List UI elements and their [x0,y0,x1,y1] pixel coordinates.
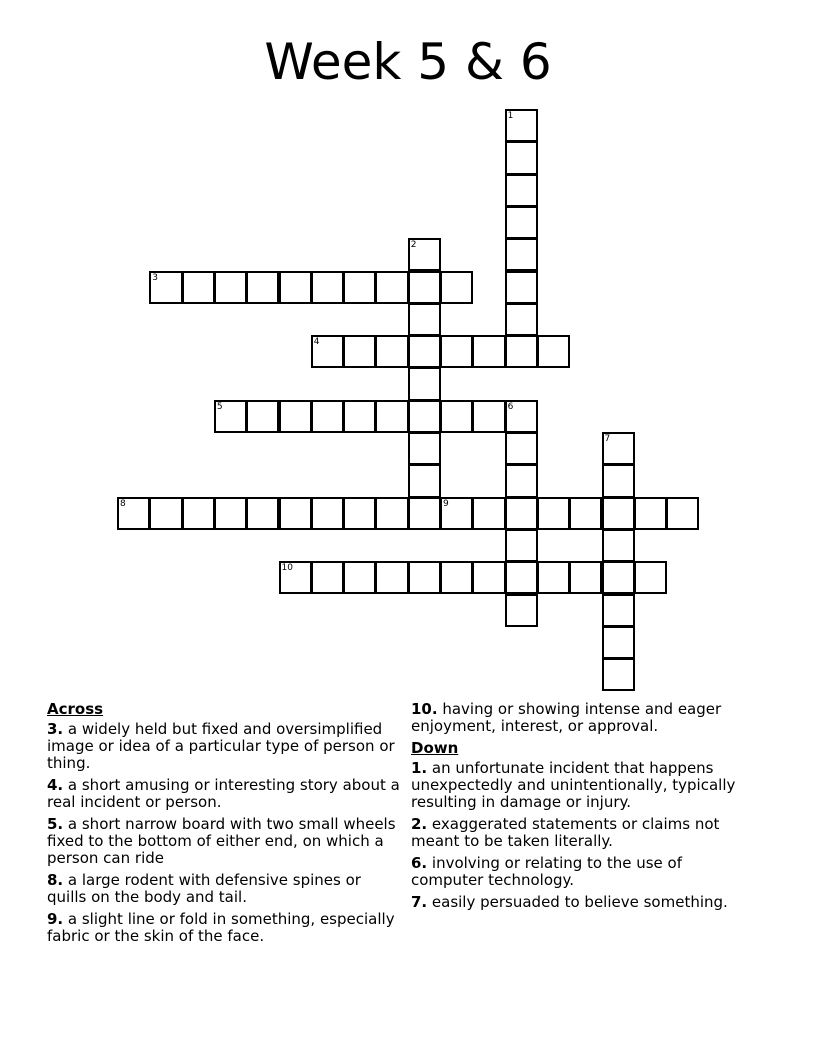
grid-cell-number: 10 [281,563,293,574]
grid-cell[interactable] [505,432,538,465]
grid-cell[interactable] [182,497,215,530]
clue-across-4 [47,777,402,811]
grid-cell[interactable] [343,335,376,368]
clue-text: having or showing intense and eager enjoyment, interest, or approval. [411,700,722,735]
clue-text: easily persuaded to believe something. [427,893,728,911]
clue-text: exaggerated statements or claims not meant to be taken literally. [411,815,720,850]
clue-number: 6. [411,854,428,872]
clue-text: a widely held but fixed and oversimplified image or idea of a particular type of person or thing. [47,720,395,772]
grid-cell[interactable] [505,529,538,562]
grid-cell[interactable] [505,594,538,627]
clue-number: 9. [47,910,64,928]
clue-text: a short narrow board with two small wheels fixed to the bottom of either end, on which a person can ride [47,815,396,867]
clue-number: 2. [411,815,428,833]
grid-cell[interactable] [569,497,602,530]
grid-cell[interactable] [472,561,505,594]
grid-cell[interactable] [505,206,538,239]
grid-cell-number: 1 [507,111,514,121]
grid-cell-number: 5 [216,401,223,412]
grid-cell[interactable] [311,561,344,594]
grid-cell[interactable] [408,400,441,433]
grid-cell[interactable] [343,497,376,530]
grid-cell[interactable] [537,335,570,368]
clue-across-9 [47,911,402,945]
grid-cell[interactable] [505,464,538,497]
grid-cell[interactable] [375,335,408,368]
grid-cell[interactable] [505,497,538,530]
clues-column-left [47,701,402,950]
grid-cell[interactable] [311,400,344,433]
clue-text: involving or relating to the use of computer technology. [411,854,683,889]
grid-cell[interactable] [440,400,473,433]
grid-cell[interactable] [149,497,182,530]
grid-cell[interactable] [602,529,635,562]
grid-cell[interactable] [408,271,441,304]
grid-cell[interactable] [602,464,635,497]
grid-cell[interactable] [214,271,247,304]
grid-cell[interactable] [408,367,441,400]
grid-cell[interactable] [602,626,635,659]
grid-cell[interactable] [602,561,635,594]
grid-cell[interactable] [343,271,376,304]
clue-text: a large rodent with defensive spines or quills on the body and tail. [47,871,361,906]
clue-across-10 [411,701,759,735]
grid-cell[interactable] [440,561,473,594]
grid-cell[interactable] [505,561,538,594]
grid-cell[interactable] [505,400,538,433]
grid-cell[interactable] [472,335,505,368]
grid-cell[interactable] [214,497,247,530]
clue-down-2 [411,816,759,850]
grid-cell[interactable] [666,497,699,530]
grid-cell[interactable] [569,561,602,594]
clue-down-6 [411,855,759,889]
grid-cell[interactable] [440,271,473,304]
clue-number: 1. [411,759,428,777]
grid-cell[interactable] [246,497,279,530]
grid-cell[interactable] [311,271,344,304]
clue-down-7 [411,894,759,911]
grid-cell[interactable] [602,497,635,530]
grid-cell[interactable] [408,561,441,594]
grid-cell[interactable] [505,303,538,336]
grid-cell-number: 8 [120,498,126,509]
grid-cell[interactable] [602,658,635,691]
grid-cell[interactable] [408,497,441,530]
clue-across-3 [47,721,402,772]
grid-cell[interactable] [408,238,441,271]
grid-cell[interactable] [408,335,441,368]
grid-cell[interactable] [602,432,635,465]
grid-cell[interactable] [343,400,376,433]
grid-cell[interactable] [440,497,473,530]
clue-number: 5. [47,815,64,833]
grid-cell[interactable] [505,174,538,207]
clue-number: 10. [411,700,438,718]
clue-number: 3. [47,720,64,738]
grid-cell[interactable] [408,432,441,465]
grid-cell[interactable] [311,335,344,368]
grid-cell[interactable] [472,400,505,433]
clue-text: a slight line or fold in something, especially fabric or the skin of the face. [47,910,395,945]
grid-cell[interactable] [505,271,538,304]
grid-cell[interactable] [279,497,312,530]
grid-cell[interactable] [505,238,538,271]
grid-cell[interactable] [375,561,408,594]
grid-cell[interactable] [408,464,441,497]
grid-cell[interactable] [602,594,635,627]
grid-cell-number: 6 [507,401,514,412]
grid-cell[interactable] [279,400,312,433]
grid-cell[interactable] [505,335,538,368]
grid-cell[interactable] [408,303,441,336]
grid-cell[interactable] [375,271,408,304]
grid-cell[interactable] [246,271,279,304]
clues-column-right [411,701,759,916]
grid-cell[interactable] [279,271,312,304]
grid-cell[interactable] [214,400,247,433]
grid-cell[interactable] [634,497,667,530]
down-heading: Down [411,739,459,757]
clue-down-1 [411,760,759,811]
grid-cell[interactable] [537,497,570,530]
grid-cell[interactable] [246,400,279,433]
grid-cell[interactable] [279,561,312,594]
grid-cell[interactable] [505,109,538,142]
clue-number: 7. [411,893,428,911]
clue-across-5 [47,816,402,867]
clue-text: an unfortunate incident that happens unexpectedly and unintentionally, typically resulting in damage or injury. [411,759,736,811]
clue-across-8 [47,872,402,906]
grid-cell[interactable] [537,561,570,594]
clue-number: 8. [47,871,64,889]
clue-text: a short amusing or interesting story about a real incident or person. [47,776,400,811]
across-heading: Across [47,700,104,718]
grid-cell-number: 9 [443,498,449,509]
grid-cell-number: 2 [410,240,417,251]
grid-cell[interactable] [343,561,376,594]
grid-cell[interactable] [311,497,344,530]
grid-cell[interactable] [375,497,408,530]
grid-cell-number: 4 [313,337,320,348]
grid-cell[interactable] [505,141,538,174]
page-title: Week 5 & 6 [264,33,552,91]
grid-cell[interactable] [117,497,150,530]
grid-cell[interactable] [375,400,408,433]
grid-cell-number: 7 [604,434,611,444]
grid-cell[interactable] [440,335,473,368]
grid-cell[interactable] [472,497,505,530]
clue-number: 4. [47,776,64,794]
grid-cell-number: 3 [152,272,159,283]
grid-cell[interactable] [634,561,667,594]
grid-cell[interactable] [149,271,182,304]
grid-cell[interactable] [182,271,215,304]
